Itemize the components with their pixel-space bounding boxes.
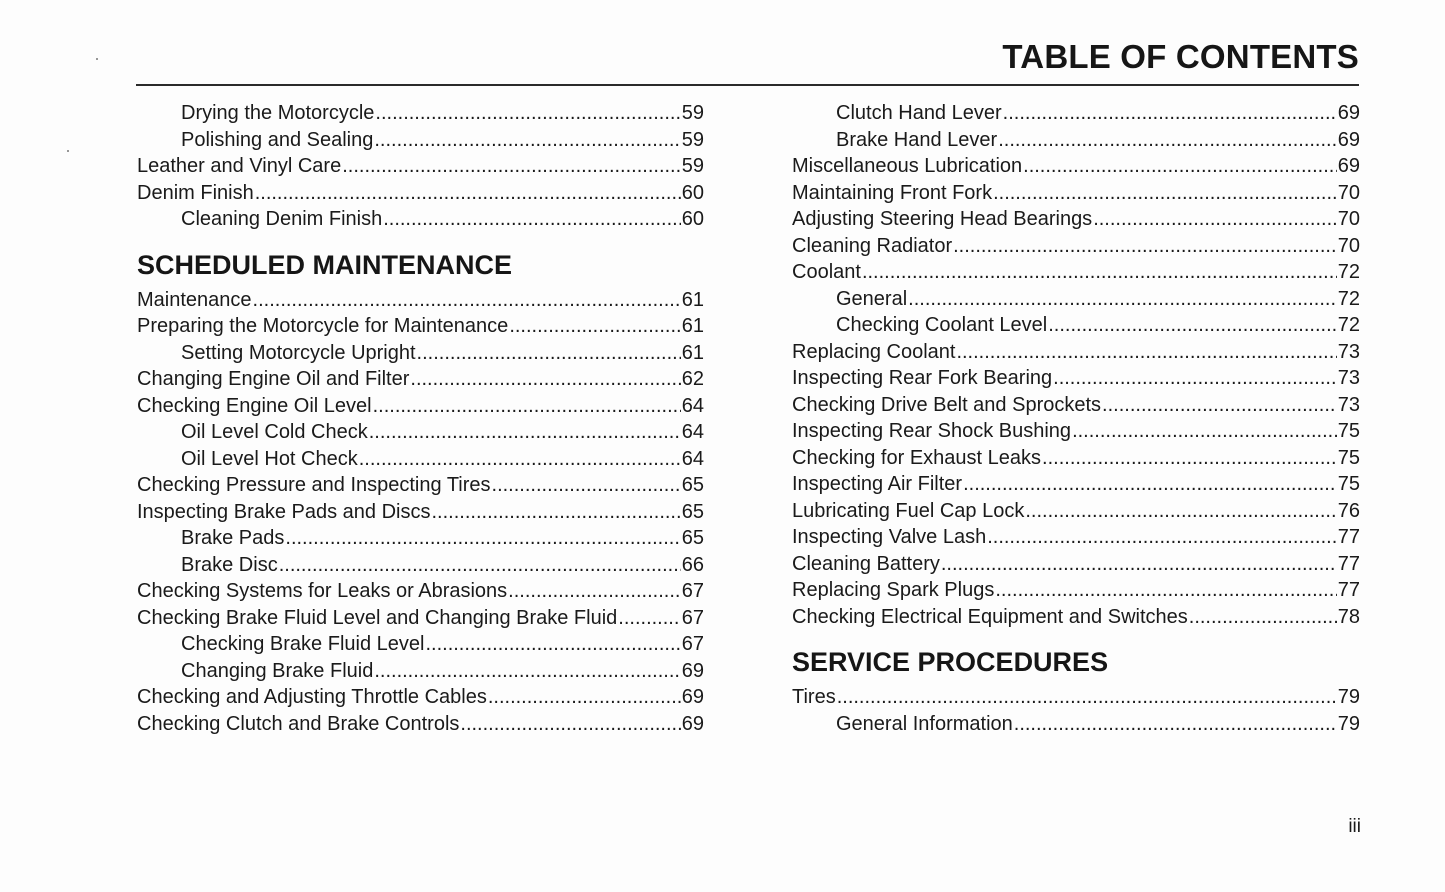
toc-entry-page: 64 [681, 421, 704, 443]
dot-leader [383, 206, 681, 233]
toc-entry-label: Oil Level Cold Check [181, 421, 368, 443]
toc-entry-page: 77 [1337, 579, 1360, 601]
toc-entry-page: 72 [1337, 261, 1360, 283]
dot-leader [1093, 206, 1337, 233]
toc-entry-page: 77 [1337, 526, 1360, 548]
toc-entry-page: 70 [1337, 181, 1360, 204]
toc-entry[interactable] [137, 419, 704, 446]
dot-leader [993, 180, 1337, 207]
toc-entry-label: Miscellaneous Lubrication [792, 155, 1023, 177]
toc-entry[interactable] [792, 259, 1360, 286]
toc-entry[interactable] [792, 471, 1360, 498]
toc-entry[interactable] [137, 711, 704, 738]
dot-leader [1053, 365, 1337, 392]
dot-leader [1102, 392, 1337, 419]
toc-entry[interactable] [792, 392, 1360, 419]
toc-entry-page: 79 [1337, 686, 1360, 708]
toc-entry[interactable] [792, 684, 1360, 711]
dot-leader [1048, 312, 1337, 339]
dot-leader [1003, 100, 1337, 127]
right-column [792, 100, 1360, 737]
toc-entry[interactable] [137, 446, 704, 473]
dot-leader [374, 127, 680, 154]
toc-entry-page: 61 [681, 315, 704, 337]
toc-entry-label: Inspecting Valve Lash [792, 526, 987, 548]
section-heading: SCHEDULED MAINTENANCE [137, 249, 513, 280]
toc-entry-label: Changing Brake Fluid [181, 659, 374, 682]
toc-entry-page: 69 [1337, 102, 1360, 124]
toc-entry-label: Maintenance [137, 288, 252, 311]
toc-entry-page: 69 [1337, 128, 1360, 151]
dot-leader [963, 471, 1337, 498]
toc-entry-label: Setting Motorcycle Upright [181, 341, 416, 364]
dot-leader [618, 605, 680, 632]
toc-entry-label: Brake Pads [181, 527, 285, 549]
toc-entry[interactable] [137, 684, 704, 711]
toc-entry[interactable] [792, 604, 1360, 631]
toc-entry[interactable] [137, 552, 704, 579]
dot-leader [1042, 445, 1337, 472]
toc-entry-page: 59 [681, 128, 704, 151]
toc-entry[interactable] [137, 472, 704, 499]
toc-entry-label: Drying the Motorcycle [181, 102, 375, 124]
toc-entry[interactable] [792, 100, 1360, 127]
toc-entry[interactable] [792, 365, 1360, 392]
toc-entry-page: 70 [1337, 234, 1360, 257]
toc-entry-label: Oil Level Hot Check [181, 447, 358, 470]
toc-entry[interactable] [137, 366, 704, 393]
dot-leader [987, 524, 1337, 551]
toc-entry-page: 69 [681, 659, 704, 682]
toc-entry[interactable] [137, 578, 704, 605]
toc-entry-page: 75 [1337, 420, 1360, 442]
toc-entry-label: Cleaning Radiator [792, 234, 953, 257]
toc-entry-page: 69 [681, 686, 704, 708]
toc-entry[interactable] [137, 393, 704, 420]
dot-leader [279, 552, 681, 579]
toc-entry-label: Cleaning Denim Finish [181, 208, 383, 230]
toc-entry[interactable] [137, 340, 704, 367]
toc-entry-page: 72 [1337, 314, 1360, 336]
toc-entry[interactable] [792, 127, 1360, 154]
toc-entry[interactable] [137, 631, 704, 658]
dot-leader [908, 286, 1337, 313]
toc-entry-page: 60 [681, 181, 704, 204]
dot-leader [285, 525, 680, 552]
toc-entry-page: 60 [681, 208, 704, 230]
dot-leader [342, 153, 681, 180]
toc-entry-page: 67 [681, 633, 704, 655]
toc-entry-page: 79 [1337, 712, 1360, 735]
toc-entry[interactable] [792, 206, 1360, 233]
dot-leader [417, 340, 681, 367]
dot-leader [460, 711, 680, 738]
toc-entry[interactable] [792, 153, 1360, 180]
toc-entry-label: Replacing Coolant [792, 340, 956, 363]
dot-leader [508, 578, 681, 605]
toc-entry-page: 77 [1337, 552, 1360, 575]
dot-leader [1072, 418, 1337, 445]
toc-entry-label: Lubricating Fuel Cap Lock [792, 499, 1025, 522]
toc-entry-page: 66 [681, 553, 704, 576]
dot-leader [995, 577, 1336, 604]
toc-entry-page: 72 [1337, 287, 1360, 310]
toc-entry-label: Checking and Adjusting Throttle Cables [137, 686, 487, 708]
toc-entry-label: Denim Finish [137, 181, 254, 204]
toc-entry-label: Checking Electrical Equipment and Switches [792, 605, 1188, 628]
scan-speck [96, 58, 98, 60]
toc-entry-label: Checking Brake Fluid Level and Changing Brake Fluid [137, 606, 618, 629]
toc-entry-label: Checking Brake Fluid Level [181, 633, 425, 655]
dot-leader [410, 366, 680, 393]
toc-entry-label: Maintaining Front Fork [792, 181, 993, 204]
toc-entry[interactable] [137, 287, 704, 314]
dot-leader [369, 419, 681, 446]
toc-entry[interactable] [792, 498, 1360, 525]
toc-entry[interactable] [137, 100, 704, 127]
toc-entry-label: Checking for Exhaust Leaks [792, 446, 1042, 469]
toc-entry-page: 78 [1337, 605, 1360, 628]
toc-entry-label: Checking Coolant Level [836, 314, 1048, 336]
dot-leader [492, 472, 681, 499]
toc-entry-page: 67 [681, 580, 704, 602]
toc-entry[interactable] [137, 180, 704, 207]
toc-entry-page: 76 [1337, 499, 1360, 522]
toc-list [792, 684, 1360, 737]
toc-entry[interactable] [137, 313, 704, 340]
toc-entry-page: 67 [681, 606, 704, 629]
toc-entry[interactable] [137, 525, 704, 552]
toc-entry-label: General [836, 287, 908, 310]
toc-entry-label: Checking Engine Oil Level [137, 394, 372, 417]
toc-entry[interactable] [792, 445, 1360, 472]
toc-entry-label: Checking Systems for Leaks or Abrasions [137, 580, 508, 602]
toc-entry[interactable] [792, 233, 1360, 260]
dot-leader [956, 339, 1336, 366]
toc-entry-page: 69 [1337, 155, 1360, 177]
toc-entry[interactable] [792, 551, 1360, 578]
dot-leader [432, 499, 681, 526]
dot-leader [374, 658, 680, 685]
header-rule [136, 84, 1359, 86]
toc-entry-label: Checking Clutch and Brake Controls [137, 712, 460, 735]
toc-entry-page: 73 [1337, 367, 1360, 389]
toc-entry-page: 69 [681, 712, 704, 735]
toc-entry-page: 73 [1337, 340, 1360, 363]
toc-entry[interactable] [792, 418, 1360, 445]
page-number: iii [1348, 816, 1361, 837]
toc-entry[interactable] [137, 206, 704, 233]
toc-entry-label: Replacing Spark Plugs [792, 579, 995, 601]
toc-list [137, 287, 704, 738]
toc-entry-label: Tires [792, 686, 836, 708]
scan-speck [67, 150, 69, 152]
toc-entry-label: Clutch Hand Lever [836, 102, 1002, 124]
dot-leader [1014, 711, 1337, 738]
toc-entry-label: Brake Hand Lever [836, 128, 998, 151]
toc-entry[interactable] [792, 524, 1360, 551]
toc-entry-page: 59 [681, 102, 704, 124]
dot-leader [953, 233, 1337, 260]
toc-entry-page: 61 [681, 288, 704, 311]
toc-entry-label: Inspecting Air Filter [792, 473, 963, 495]
toc-entry[interactable] [137, 127, 704, 154]
toc-entry-page: 65 [681, 527, 704, 549]
page-title: TABLE OF CONTENTS [1002, 38, 1359, 75]
toc-entry-page: 75 [1337, 446, 1360, 469]
toc-entry-label: Polishing and Sealing [181, 128, 374, 151]
dot-leader [1189, 604, 1337, 631]
toc-entry[interactable] [792, 286, 1360, 313]
toc-entry-label: Inspecting Brake Pads and Discs [137, 500, 431, 523]
toc-entry-label: Checking Drive Belt and Sprockets [792, 393, 1102, 416]
toc-entry-page: 61 [681, 341, 704, 364]
toc-entry-page: 59 [681, 155, 704, 177]
toc-entry-label: Brake Disc [181, 553, 278, 576]
toc-entry-page: 62 [681, 368, 704, 390]
toc-entry-label: Cleaning Battery [792, 552, 940, 575]
section-heading: SERVICE PROCEDURES [792, 647, 1109, 677]
left-column [137, 100, 704, 737]
toc-entry[interactable] [137, 658, 704, 685]
toc-entry[interactable] [137, 153, 704, 180]
dot-leader [359, 446, 681, 473]
toc-entry[interactable] [137, 605, 704, 632]
dot-leader [837, 684, 1337, 711]
toc-list [137, 100, 704, 233]
dot-leader [862, 259, 1337, 286]
dot-leader [941, 551, 1337, 578]
dot-leader [425, 631, 680, 658]
dot-leader [509, 313, 680, 340]
dot-leader [253, 287, 681, 314]
dot-leader [998, 127, 1337, 154]
toc-entry-label: Changing Engine Oil and Filter [137, 368, 410, 390]
dot-leader [1023, 153, 1337, 180]
toc-entry-label: Coolant [792, 261, 861, 283]
toc-entry[interactable] [792, 339, 1360, 366]
toc-entry[interactable] [137, 499, 704, 526]
toc-entry-label: General Information [836, 712, 1013, 735]
toc-entry-page: 75 [1337, 473, 1360, 495]
toc-entry[interactable] [792, 711, 1360, 738]
toc-entry-page: 70 [1337, 208, 1360, 230]
toc-entry-label: Checking Pressure and Inspecting Tires [137, 474, 491, 496]
toc-list [792, 100, 1360, 630]
dot-leader [1025, 498, 1336, 525]
toc-entry-label: Inspecting Rear Fork Bearing [792, 367, 1053, 389]
toc-entry-page: 65 [681, 474, 704, 496]
toc-entry-label: Preparing the Motorcycle for Maintenance [137, 315, 509, 337]
dot-leader [488, 684, 681, 711]
toc-entry-page: 64 [681, 394, 704, 417]
toc-entry-label: Inspecting Rear Shock Bushing [792, 420, 1072, 442]
toc-entry-label: Adjusting Steering Head Bearings [792, 208, 1093, 230]
dot-leader [373, 393, 681, 420]
toc-entry-page: 64 [681, 447, 704, 470]
toc-entry[interactable] [792, 312, 1360, 339]
toc-entry[interactable] [792, 577, 1360, 604]
dot-leader [255, 180, 681, 207]
toc-entry-page: 65 [681, 500, 704, 523]
toc-entry-page: 73 [1337, 393, 1360, 416]
dot-leader [375, 100, 680, 127]
toc-entry-label: Leather and Vinyl Care [137, 155, 342, 177]
toc-entry[interactable] [792, 180, 1360, 207]
